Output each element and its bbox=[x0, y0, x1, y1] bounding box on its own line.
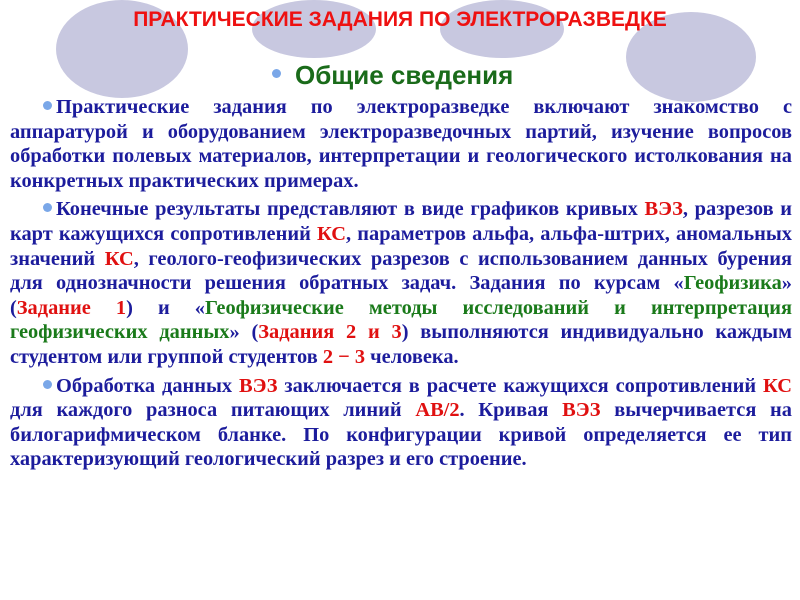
content-body bbox=[10, 95, 792, 476]
bullet-icon bbox=[43, 101, 52, 110]
bullet-icon bbox=[43, 203, 52, 212]
paragraph-2: Конечные результаты представляют в виде графиков кривых ВЭЗ, разрезов и карт кажущихся сопротивлений КС, параметров альфа, альфа-штрих, аномальных значений КС, геолого-геофизических разрезов с использованием данных бурения для однозначности решения обратных задач. Задания по курсам «Геофизика» (Задание 1) и «Геофизические методы исследований и интерпретация геофизических данных» (Задания 2 и 3) выполняются индивидуально каждым студентом или группой студентов 2 − 3 человека. bbox=[10, 198, 792, 368]
section-heading-text: Общие сведения bbox=[295, 60, 514, 90]
bullet-icon bbox=[43, 380, 52, 389]
section-heading bbox=[272, 60, 513, 91]
paragraph-3: Обработка данных ВЭЗ заключается в расчете кажущихся сопротивлений КС для каждого разноса питающих линий АВ/2. Кривая ВЭЗ вычерчивается на билогарифмическом бланке. По конфигурации кривой определяется ее тип характеризующий геологический разрез и его строение. bbox=[10, 374, 793, 471]
bullet-icon bbox=[272, 69, 281, 78]
page-title: ПРАКТИЧЕСКИЕ ЗАДАНИЯ ПО ЭЛЕКТРОРАЗВЕДКЕ bbox=[133, 8, 667, 31]
paragraph-1: Практические задания по электроразведке включают знакомство с аппаратурой и оборудованием электроразведочных партий, изучение вопросов обработки полевых материалов, интерпретации и геологического истолкования на конкретных практических примерах. bbox=[10, 96, 792, 192]
